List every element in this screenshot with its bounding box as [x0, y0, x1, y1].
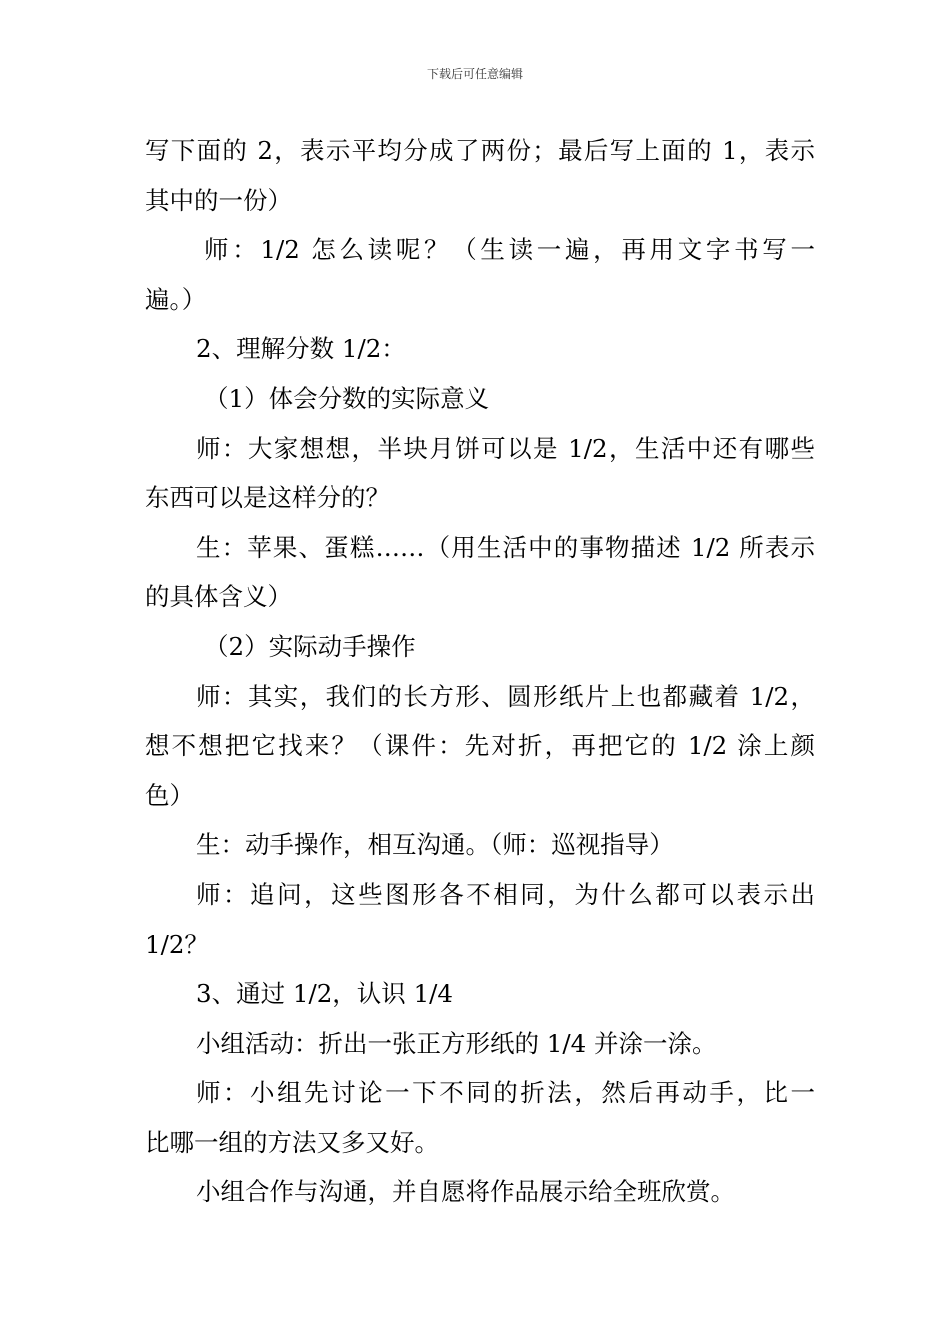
paragraph-line: 师：小组先讨论一下不同的折法，然后再动手，比一 — [196, 1078, 815, 1108]
paragraph-line: 小组活动：折出一张正方形纸的 1/4 并涂一涂。 — [196, 1028, 717, 1058]
paragraph-line: 师：大家想想，半块月饼可以是 1/2，生活中还有哪些 — [196, 433, 815, 463]
paragraph-line: 小组合作与沟通，并自愿将作品展示给全班欣赏。 — [196, 1177, 735, 1207]
paragraph-line: 师：1/2 怎么读呢？（生读一遍，再用文字书写一 — [204, 235, 815, 265]
paragraph-line: 写下面的 2，表示平均分成了两份；最后写上面的 1，表示 — [145, 136, 815, 165]
paragraph-line: 生：动手操作，相互沟通。（师：巡视指导） — [196, 830, 674, 860]
paragraph-line: 比哪一组的方法又多又好。 — [145, 1127, 439, 1157]
paragraph-line: 师：其实，我们的长方形、圆形纸片上也都藏着 1/2， — [196, 681, 815, 711]
subsection-heading: （1）体会分数的实际意义 — [204, 383, 490, 413]
paragraph-line: 师：追问，这些图形各不相同，为什么都可以表示出 — [196, 879, 815, 909]
paragraph-line: 色） — [145, 780, 194, 810]
paragraph-line: 1/2？ — [145, 929, 209, 959]
paragraph-line: 的具体含义） — [145, 582, 292, 612]
paragraph-line: 想不想把它找来？（课件：先对折，再把它的 1/2 涂上颜 — [145, 731, 815, 761]
paragraph-line: 生：苹果、蛋糕……（用生活中的事物描述 1/2 所表示 — [196, 532, 815, 562]
paragraph-line: 东西可以是这样分的？ — [145, 483, 390, 513]
subsection-heading: （2）实际动手操作 — [204, 631, 416, 661]
page-header: 下载后可任意编辑 — [426, 67, 523, 81]
paragraph-line: 其中的一份） — [145, 185, 292, 215]
section-heading: 3、通过 1/2，认识 1/4 — [196, 979, 454, 1009]
section-heading: 2、理解分数 1/2： — [196, 334, 406, 364]
document-body — [145, 126, 815, 1217]
paragraph-line: 遍。） — [145, 284, 207, 314]
